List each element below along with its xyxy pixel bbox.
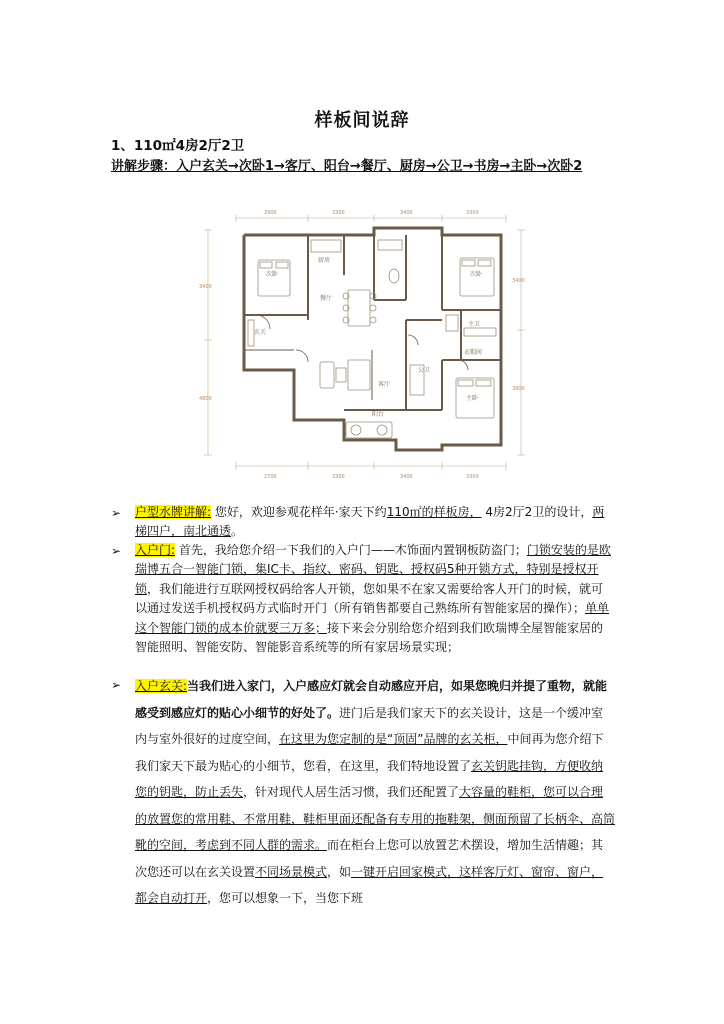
text-segment: 不同场景模式: [255, 864, 328, 879]
room-label-balcony: 阳台: [372, 411, 385, 418]
text-segment: 进门后是我们家天下的玄关设计，这是一个缓冲室内与室外很好的过度空间，: [135, 705, 604, 746]
item-label: 入户玄关:: [135, 679, 188, 693]
room-label-public-bath: 公卫: [418, 367, 431, 374]
dim-left-2: 4800: [199, 396, 212, 402]
text-segment: 110㎡的样板房，: [386, 505, 482, 519]
item-unit-board: [135, 503, 615, 542]
text-segment: ，针对现代人居生活习惯，我们还配置了: [243, 785, 460, 799]
page-title: 样板间说辞: [314, 110, 410, 131]
dim-top-4: 3300: [466, 210, 479, 216]
floor-plan: [196, 200, 531, 490]
dim-top-1: 2900: [264, 210, 277, 216]
room-label-master-bedroom: 主卧: [466, 395, 479, 402]
section-title: 1、110㎡4房2厅2卫: [111, 138, 245, 154]
room-label-bedroom-2: 次卧: [470, 271, 483, 278]
dim-bottom-1: 2700: [264, 474, 277, 480]
text-segment: 门锁安装的是欧瑞博五合一智能门锁，集IC卡、指纹、密码、钥匙、授权码5种开锁方式，特别是授权开锁: [135, 543, 611, 596]
item-entry-foyer: [135, 673, 615, 912]
text-segment: 。: [231, 524, 244, 539]
room-label-kitchen: 厨房: [318, 257, 331, 264]
dim-right-2: 3900: [512, 386, 525, 392]
text-segment: 在这里为您定制的是“顶固”品牌的玄关柜，: [279, 732, 508, 746]
text-segment: ，您可以想象一下，当您下班: [207, 891, 364, 905]
text-segment: ，我们能进行互联网授权码给客人开锁，您如果不在家又需要给客人开门的时候，就可以通过发送手机授权码方式临时开门（所有销售都要自己熟练所有智能家居的操作）；: [135, 581, 604, 616]
dimension-lines: [204, 215, 525, 470]
dim-top-3: 3400: [400, 210, 413, 216]
text-segment: 而在柜台上您可以放置艺术摆设，增加生活情趣；其次您还可以在玄关设置: [135, 838, 604, 879]
text-segment: 两梯四户，南北通透: [135, 505, 605, 539]
text-segment: 玄关钥匙挂钩，方便收纳您的钥匙，防止丢失: [135, 758, 604, 799]
dim-left-1: 3400: [199, 284, 212, 290]
bullet-arrow-3: ➢: [111, 678, 122, 692]
room-label-closet: 衣帽间: [464, 349, 483, 356]
text-segment: 大容量的鞋柜，您可以合理的放置您的常用鞋、不常用鞋，鞋柜里面还配备有专用的拖鞋架，侧面预留了长柄伞、高筒靴的空间，考虑到不同人群的需求。: [135, 785, 616, 852]
dim-bottom-4: 3300: [466, 474, 479, 480]
room-label-foyer: 玄关: [254, 329, 267, 336]
text-segment: 当我们进入家门，入户感应灯就会自动感应开启，如果您晚归并提了重物，就能感受到感应灯的贴心小细节的好处了。: [135, 679, 608, 720]
text-segment: 中间再为您介绍下我们家天下最为贴心的小细节，您看，在这里，我们特地设置了: [135, 732, 604, 773]
room-label-bedroom-1: 次卧: [266, 271, 279, 278]
furniture: [248, 240, 496, 438]
text-segment: 您好，欢迎参观花样年·家天下约: [211, 505, 387, 519]
dim-top-2: 3300: [332, 210, 345, 216]
item-entry-door: [135, 541, 615, 657]
item-label: 户型水牌讲解:: [135, 505, 212, 519]
dim-bottom-2: 3300: [332, 474, 345, 480]
dim-bottom-3: 3400: [400, 474, 413, 480]
text-segment: 单单这个智能门锁的成本价就要三万多；: [135, 601, 610, 635]
room-label-living: 客厅: [378, 381, 391, 388]
room-labels: [254, 256, 483, 418]
tour-steps: 讲解步骤：入户玄关→次卧1→客厅、阳台→餐厅、厨房→公卫→书房→主卧→次卧2: [111, 159, 583, 174]
text-segment: 4房2厅2卫的设计，: [481, 505, 593, 519]
room-label-master-bath: 主卫: [468, 321, 481, 328]
text-segment: 一键开启回家模式，这样客厅灯、窗帘、窗户，都会自动打开: [135, 864, 604, 905]
floor-plan-drawing: [196, 200, 531, 490]
text-segment: 首先，我给您介绍一下我们的入户门——木饰面内置钢板防盗门；: [175, 543, 527, 557]
bullet-arrow-2: ➢: [111, 544, 122, 558]
text-segment: 接下来会分别给您介绍到我们欧瑞博全屋智能家居的智能照明、智能安防、智能影音系统等的所有家居场景实现；: [135, 620, 604, 655]
text-segment: ，如: [327, 864, 352, 879]
room-label-dining: 餐厅: [320, 295, 333, 302]
bullet-arrow-1: ➢: [111, 506, 122, 520]
item-label: 入户门:: [135, 543, 176, 557]
dim-right-1: 3400: [512, 278, 525, 284]
